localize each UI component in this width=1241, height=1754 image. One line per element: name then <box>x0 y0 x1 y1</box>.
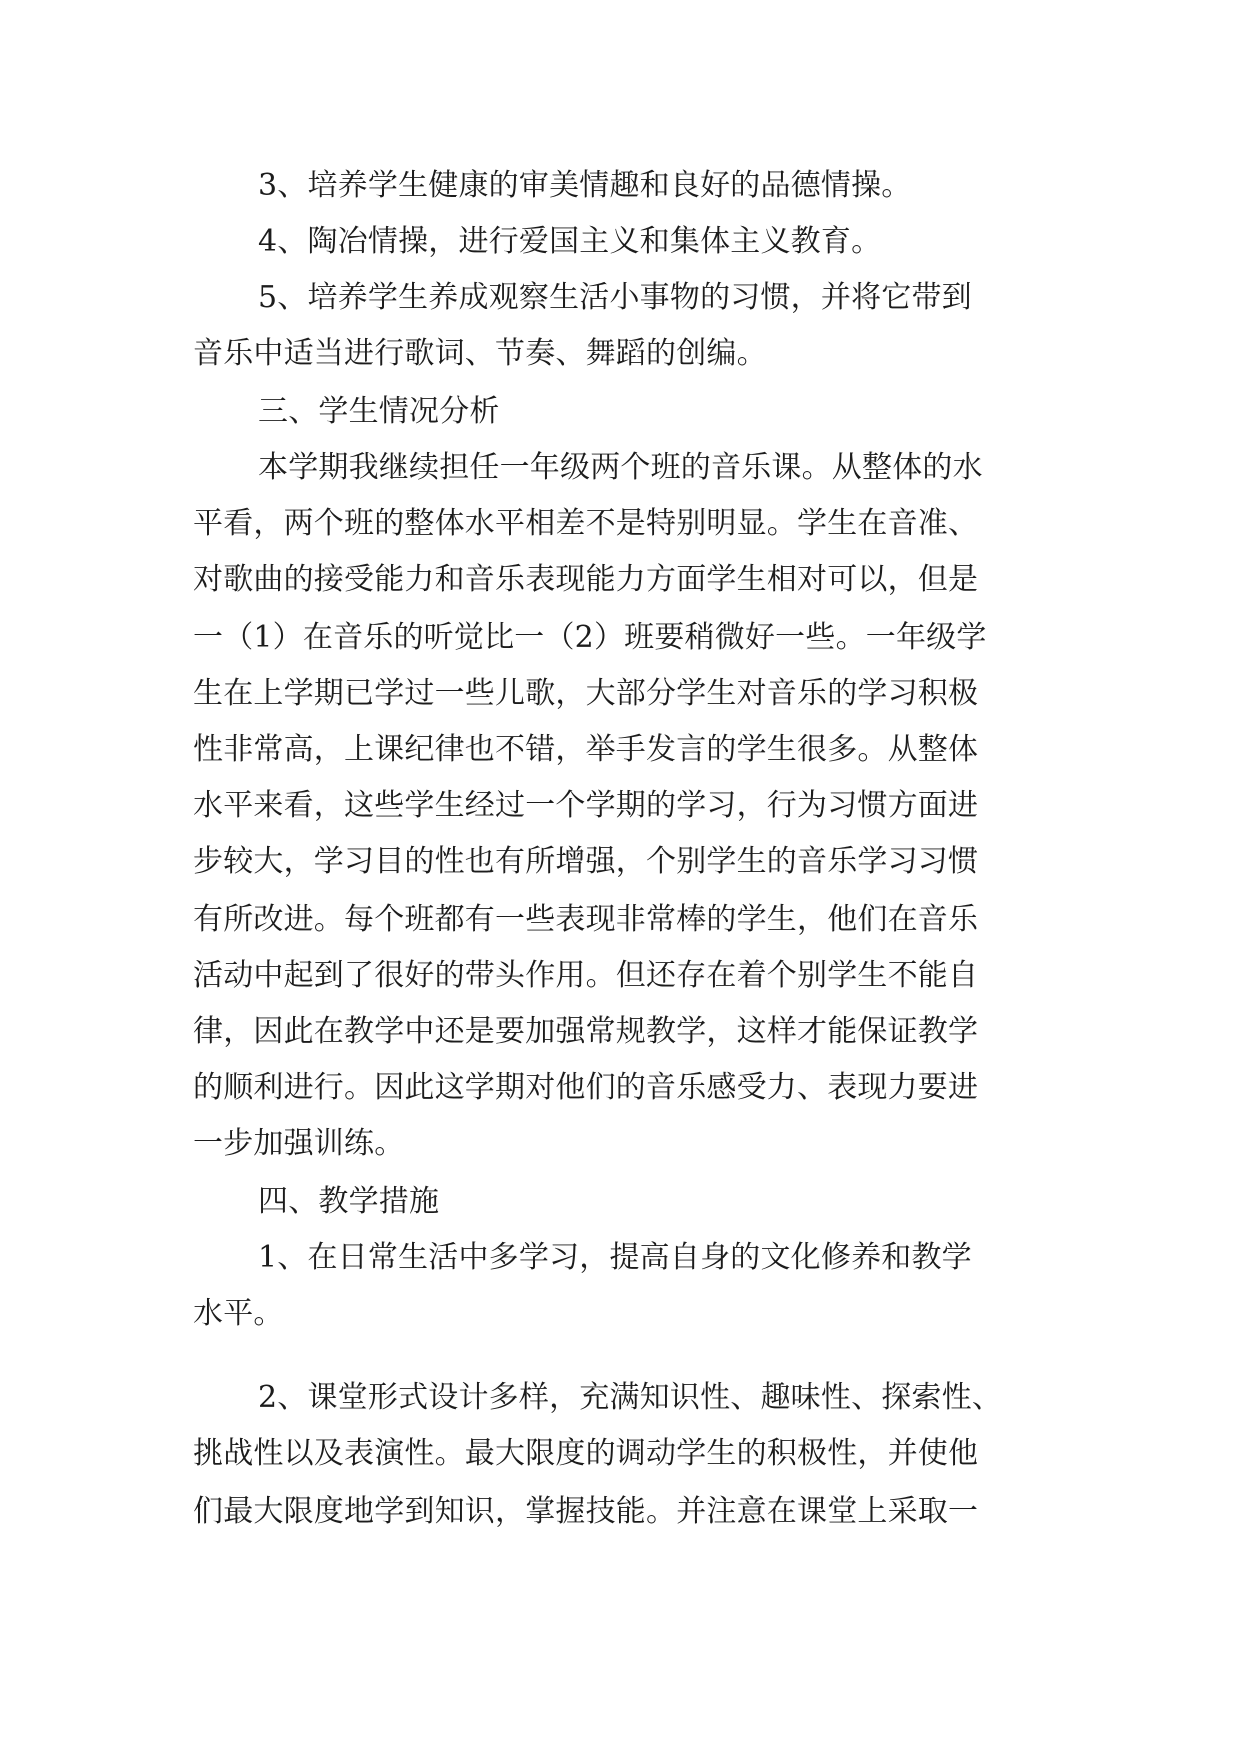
paragraph-line <box>0 496 1241 552</box>
paragraph-text: 本学期我继续担任一年级两个班的音乐课。从整体的水 <box>258 450 983 485</box>
paragraph-text: 平看，两个班的整体水平相差不是特别明显。学生在音准、 <box>193 506 979 541</box>
paragraph-text: 5、培养学生养成观察生活小事物的习惯，并将它带到 <box>258 280 972 315</box>
paragraph-text: 律，因此在教学中还是要加强常规教学，这样才能保证教学 <box>193 1014 979 1049</box>
paragraph-text: 性非常高，上课纪律也不错，举手发言的学生很多。从整体 <box>193 732 979 767</box>
list-item-2-continued <box>0 1484 1241 1540</box>
paragraph-line <box>0 722 1241 778</box>
paragraph-text: 对歌曲的接受能力和音乐表现能力方面学生相对可以，但是 <box>193 562 979 597</box>
paragraph-text: 水平来看，这些学生经过一个学期的学习，行为习惯方面进 <box>193 788 979 823</box>
section-heading: 四、教学措施 <box>258 1184 440 1219</box>
paragraph-text: 步较大，学习目的性也有所增强，个别学生的音乐学习习惯 <box>193 844 979 879</box>
paragraph-text: 挑战性以及表演性。最大限度的调动学生的积极性，并使他 <box>193 1436 979 1471</box>
paragraph-line <box>0 948 1241 1004</box>
paragraph-text: 4、陶冶情操，进行爱国主义和集体主义教育。 <box>258 224 882 259</box>
paragraph-text: 们最大限度地学到知识，掌握技能。并注意在课堂上采取一 <box>193 1494 979 1529</box>
section-heading-teaching-measures <box>0 1174 1241 1230</box>
section-heading-student-analysis <box>0 384 1241 440</box>
list-item-5-continued <box>0 326 1241 382</box>
list-item-2 <box>0 1370 1241 1426</box>
paragraph-line <box>0 1004 1241 1060</box>
list-item-2-continued <box>0 1426 1241 1482</box>
paragraph-text: 的顺利进行。因此这学期对他们的音乐感受力、表现力要进 <box>193 1070 979 1105</box>
list-item-3 <box>0 158 1241 214</box>
paragraph-text: 水平。 <box>193 1296 284 1331</box>
paragraph-line <box>0 552 1241 608</box>
paragraph-line <box>0 1060 1241 1116</box>
paragraph-text: 3、培养学生健康的审美情趣和良好的品德情操。 <box>258 168 912 203</box>
paragraph-text: 2、课堂形式设计多样，充满知识性、趣味性、探索性、 <box>258 1380 1003 1415</box>
paragraph-line <box>0 440 1241 496</box>
paragraph-line <box>0 778 1241 834</box>
paragraph-text: 1、在日常生活中多学习，提高自身的文化修养和教学 <box>258 1240 972 1275</box>
list-item-1-continued <box>0 1286 1241 1342</box>
paragraph-line <box>0 1116 1241 1172</box>
paragraph-text: 一步加强训练。 <box>193 1126 405 1161</box>
paragraph-text: 生在上学期已学过一些儿歌，大部分学生对音乐的学习积极 <box>193 676 979 711</box>
list-item-1 <box>0 1230 1241 1286</box>
paragraph-text: 一（1）在音乐的听觉比一（2）班要稍微好一些。一年级学 <box>193 620 987 655</box>
paragraph-line <box>0 892 1241 948</box>
paragraph-line <box>0 666 1241 722</box>
paragraph-text: 有所改进。每个班都有一些表现非常棒的学生，他们在音乐 <box>193 902 979 937</box>
paragraph-line <box>0 610 1241 666</box>
section-heading: 三、学生情况分析 <box>258 394 500 429</box>
paragraph-text: 音乐中适当进行歌词、节奏、舞蹈的创编。 <box>193 336 767 371</box>
paragraph-text: 活动中起到了很好的带头作用。但还存在着个别学生不能自 <box>193 958 979 993</box>
list-item-4 <box>0 214 1241 270</box>
paragraph-line <box>0 834 1241 890</box>
list-item-5 <box>0 270 1241 326</box>
